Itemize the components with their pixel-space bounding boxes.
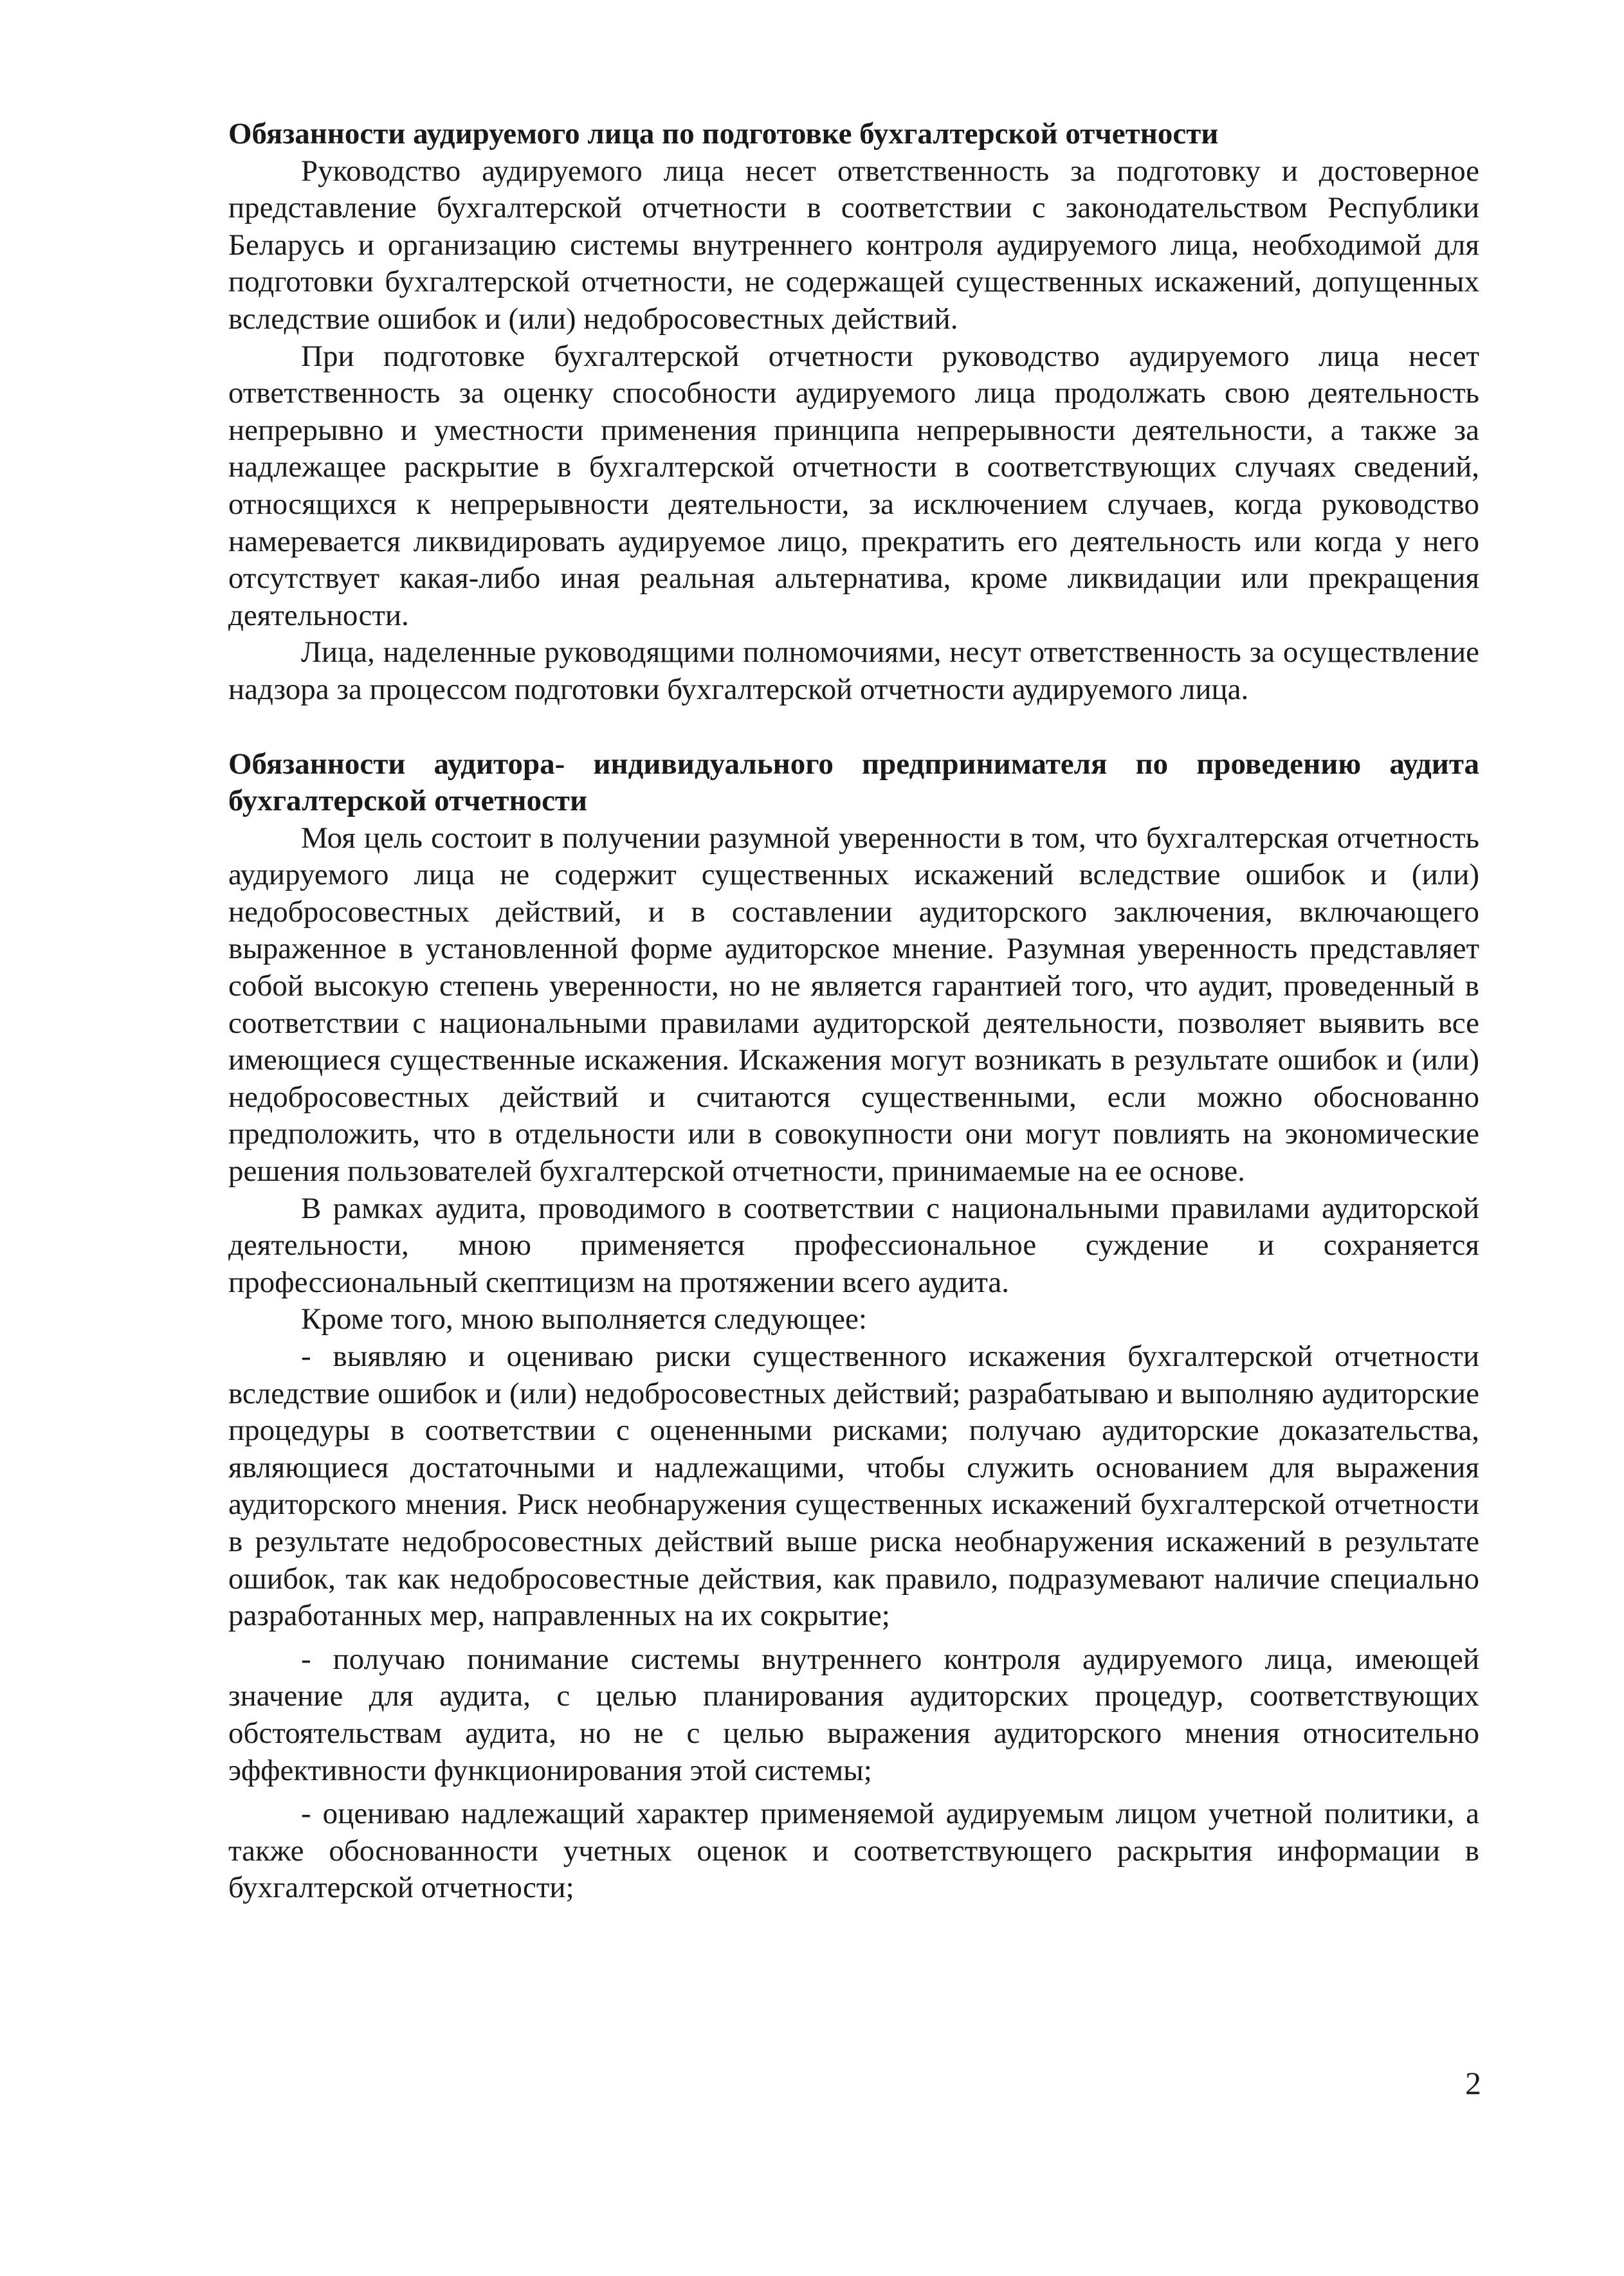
paragraph: Моя цель состоит в получении разумной уверенности в том, что бухгалтерская отчетность аудируемого лица не содержит существенных искажений вследствие ошибок и (или) недобросовестных действий, и в составлении аудиторского заключения, включающего выраженное в установленной форме аудиторское мнение. Разумная уверенность представляет собой высокую степень уверенности, но не является гарантией того, что аудит, проведенный в соответствии с национальными правилами аудиторской деятельности, позволяет выявить все имеющиеся существенные искажения. Искажения могут возникать в результате ошибок и (или) недобросовестных действий и считаются существенными, если можно обоснованно предположить, что в отдельности или в совокупности они могут повлиять на экономические решения пользователей бухгалтерской отчетности, принимаемые на ее основе. <box>228 821 1479 1188</box>
paragraph: В рамках аудита, проводимого в соответствии с национальными правилами аудиторской деятельности, мною применяется профессиональное суждение и сохраняется профессиональный скептицизм на протяжении всего аудита. <box>228 1191 1479 1299</box>
page-number: 2 <box>1465 2065 1481 2101</box>
paragraph: Кроме того, мною выполняется следующее: <box>301 1302 867 1336</box>
paragraph: Лица, наделенные руководящими полномочиями, несут ответственность за осуществление надзора за процессом подготовки бухгалтерской отчетности аудируемого лица. <box>228 635 1479 706</box>
paragraph: При подготовке бухгалтерской отчетности руководство аудируемого лица несет ответственность за оценку способности аудируемого лица продолжать свою деятельность непрерывно и уместности применения принципа непрерывности деятельности, а также за надлежащее раскрытие в бухгалтерской отчетности в соответствующих случаях сведений, относящихся к непрерывности деятельности, за исключением случаев, когда руководство намеревается ликвидировать аудируемое лицо, прекратить его деятельность или когда у него отсутствует какая-либо иная реальная альтернатива, кроме ликвидации или прекращения деятельности. <box>228 339 1479 632</box>
list-item: - оцениваю надлежащий характер применяемой аудируемым лицом учетной политики, а также обоснованности учетных оценок и соответствующего раскрытия информации в бухгалтерской отчетности; <box>228 1797 1479 1905</box>
section-heading-auditor-responsibilities: Обязанности аудитора- индивидуального предпринимателя по проведению аудита бухгалтерской отчетности <box>228 747 1479 818</box>
paragraph: Руководство аудируемого лица несет ответственность за подготовку и достоверное представление бухгалтерской отчетности в соответствии с законодательством Республики Беларусь и организацию системы внутреннего контроля аудируемого лица, необходимой для подготовки бухгалтерской отчетности, не содержащей существенных искажений, допущенных вследствие ошибок и (или) недобросовестных действий. <box>228 154 1479 336</box>
item-spacer <box>228 1635 1479 1641</box>
section-spacer <box>228 709 1479 746</box>
item-spacer <box>228 1789 1479 1796</box>
list-item: - получаю понимание системы внутреннего контроля аудируемого лица, имеющей значение для аудита, с целью планирования аудиторских процедур, соответствующих обстоятельствам аудита, но не с целью выражения аудиторского мнения относительно эффективности функционирования этой системы; <box>228 1642 1479 1787</box>
document-page <box>228 116 1479 1907</box>
section-heading-auditee-responsibilities: Обязанности аудируемого лица по подготовке бухгалтерской отчетности <box>228 117 1219 150</box>
list-item: - выявляю и оцениваю риски существенного искажения бухгалтерской отчетности вследствие ошибок и (или) недобросовестных действий; разрабатываю и выполняю аудиторские процедуры в соответствии с оцененными рисками; получаю аудиторские доказательства, являющиеся достаточными и надлежащими, чтобы служить основанием для выражения аудиторского мнения. Риск необнаружения существенных искажений бухгалтерской отчетности в результате недобросовестных действий выше риска необнаружения искажений в результате ошибок, так как недобросовестные действия, как правило, подразумевают наличие специально разработанных мер, направленных на их сокрытие; <box>228 1340 1479 1633</box>
